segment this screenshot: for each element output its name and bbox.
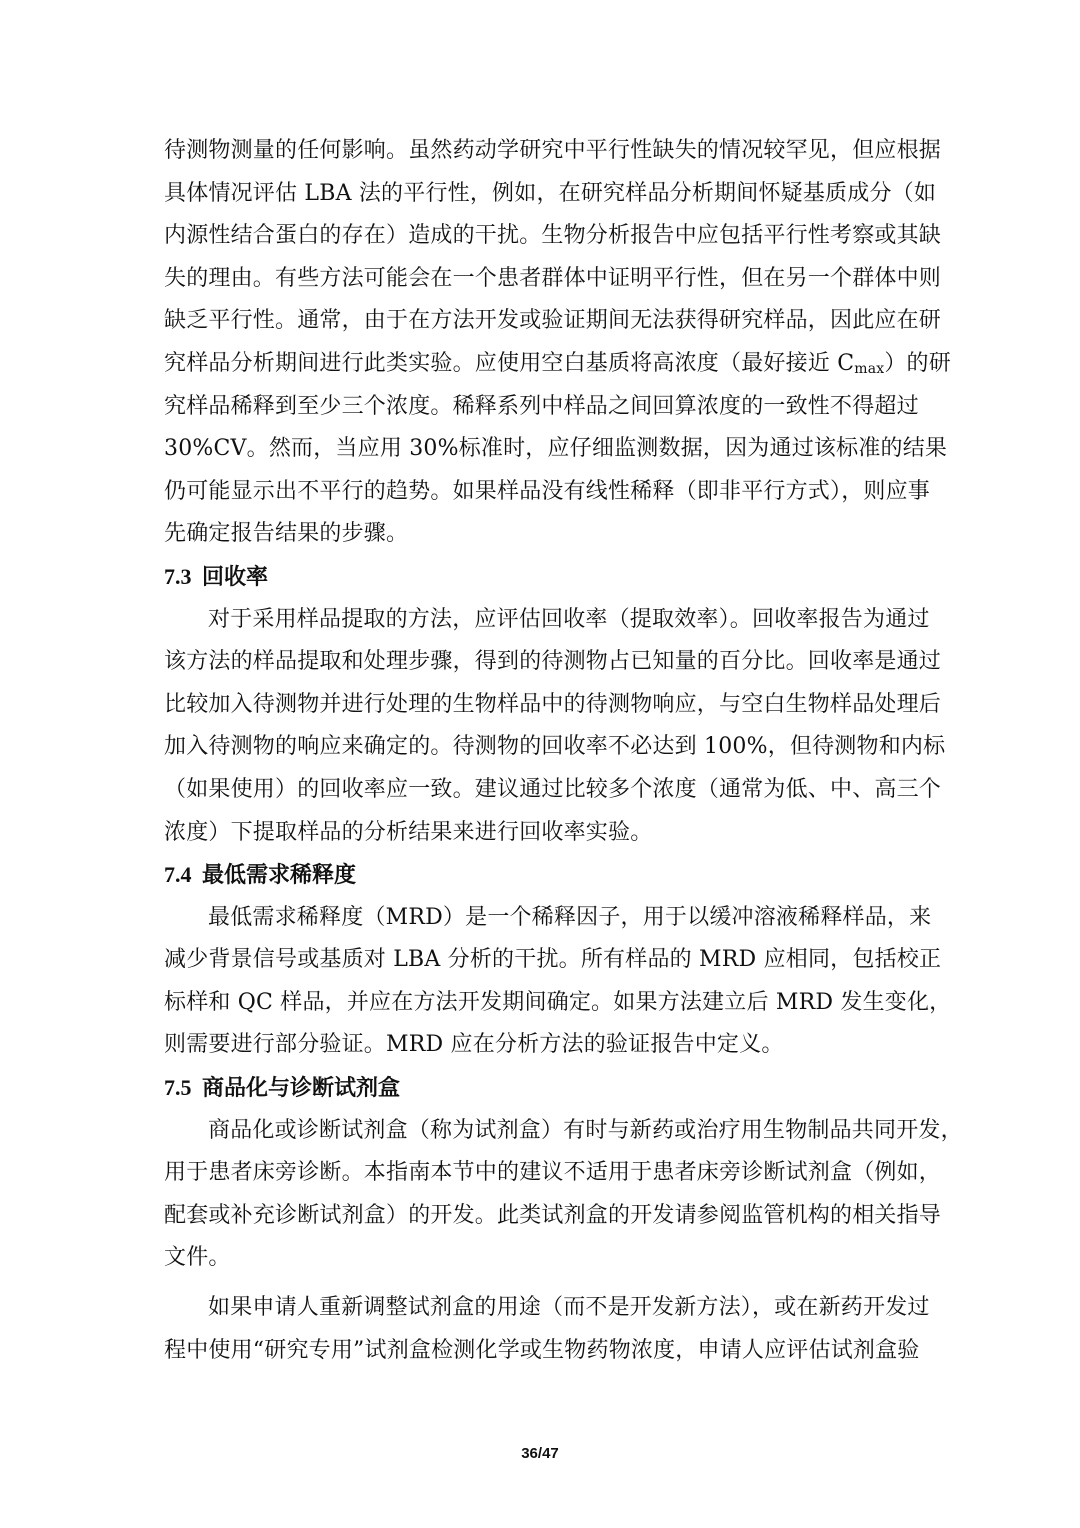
text-line: 该方法的样品提取和处理步骤，得到的待测物占已知量的百分比。回收率是通过 — [164, 649, 942, 675]
paragraph-spacer — [164, 1280, 916, 1287]
text-line: 商品化或诊断试剂盒（称为试剂盒）有时与新药或治疗用生物制品共同开发， — [208, 1117, 963, 1143]
text-line: 比较加入待测物并进行处理的生物样品中的待测物响应，与空白生物样品处理后 — [164, 691, 942, 717]
text-line: 则需要进行部分验证。MRD 应在分析方法的验证报告中定义。 — [164, 1032, 784, 1058]
page-body — [164, 130, 963, 1372]
page-number: 36/47 — [521, 1445, 559, 1462]
section-title: 最低需求稀释度 — [202, 862, 357, 889]
text-line: 减少背景信号或基质对 LBA 分析的干扰。所有样品的 MRD 应相同，包括校正 — [164, 947, 942, 973]
paragraph-recovery — [164, 599, 946, 855]
text-line: 失的理由。有些方法可能会在一个患者群体中证明平行性，但在另一个群体中则 — [164, 265, 942, 291]
paragraph-mrd — [164, 897, 952, 1067]
text-line: 文件。 — [164, 1245, 231, 1271]
paragraph-parallelism — [164, 130, 951, 556]
text-line: 浓度）下提取样品的分析结果来进行回收率实验。 — [164, 819, 653, 845]
section-number: 7.5 — [164, 1075, 192, 1101]
text-line: 30%CV。然而，当应用 30%标准时，应仔细监测数据，因为通过该标准的结果 — [164, 436, 948, 462]
text-segment: 究样品分析期间进行此类实验。应使用空白基质将高浓度（最好接近 C — [164, 350, 855, 376]
section-title: 回收率 — [202, 563, 269, 590]
text-line: 标样和 QC 样品，并应在方法开发期间确定。如果方法建立后 MRD 发生变化， — [164, 989, 952, 1015]
text-line: 先确定报告结果的步骤。 — [164, 521, 409, 547]
text-line: 缺乏平行性。通常，由于在方法开发或验证期间无法获得研究样品，因此应在研 — [164, 308, 942, 334]
text-segment: ）的研 — [884, 350, 951, 376]
text-line: 待测物测量的任何影响。虽然药动学研究中平行性缺失的情况较罕见，但应根据 — [164, 138, 942, 163]
section-title: 商品化与诊断试剂盒 — [202, 1075, 401, 1102]
text-line: 仍可能显示出不平行的趋势。如果样品没有线性稀释（即非平行方式），则应事 — [164, 478, 931, 504]
section-heading-7-3 — [164, 556, 916, 599]
text-line: （如果使用）的回收率应一致。建议通过比较多个浓度（通常为低、中、高三个 — [164, 776, 942, 802]
text-line: 究样品稀释到至少三个浓度。稀释系列中样品之间回算浓度的一致性不得超过 — [164, 393, 919, 419]
cmax-subscript: max — [854, 360, 885, 377]
text-line: 具体情况评估 LBA 法的平行性，例如，在研究样品分析期间怀疑基质成分（如 — [164, 180, 937, 206]
text-line: 用于患者床旁诊断。本指南本节中的建议不适用于患者床旁诊断试剂盒（例如， — [164, 1160, 942, 1186]
text-line-with-subscript — [164, 343, 951, 386]
section-heading-7-5 — [164, 1067, 916, 1110]
paragraph-kit-repurpose — [164, 1287, 930, 1372]
text-line: 程中使用“研究专用”试剂盒检测化学或生物药物浓度，申请人应评估试剂盒验 — [164, 1337, 920, 1363]
text-line: 配套或补充诊断试剂盒）的开发。此类试剂盒的开发请参阅监管机构的相关指导 — [164, 1202, 942, 1228]
text-line: 对于采用样品提取的方法，应评估回收率（提取效率）。回收率报告为通过 — [208, 606, 930, 632]
text-line: 加入待测物的响应来确定的。待测物的回收率不必达到 100%，但待测物和内标 — [164, 734, 946, 760]
text-line: 最低需求稀释度（MRD）是一个稀释因子，用于以缓冲溶液稀释样品，来 — [208, 904, 932, 930]
section-number: 7.4 — [164, 862, 192, 888]
text-line: 内源性结合蛋白的存在）造成的干扰。生物分析报告中应包括平行性考察或其缺 — [164, 223, 942, 249]
section-number: 7.3 — [164, 563, 192, 589]
section-heading-7-4 — [164, 854, 916, 897]
paragraph-kits — [164, 1110, 963, 1280]
text-line: 如果申请人重新调整试剂盒的用途（而不是开发新方法），或在新药开发过 — [208, 1295, 930, 1321]
